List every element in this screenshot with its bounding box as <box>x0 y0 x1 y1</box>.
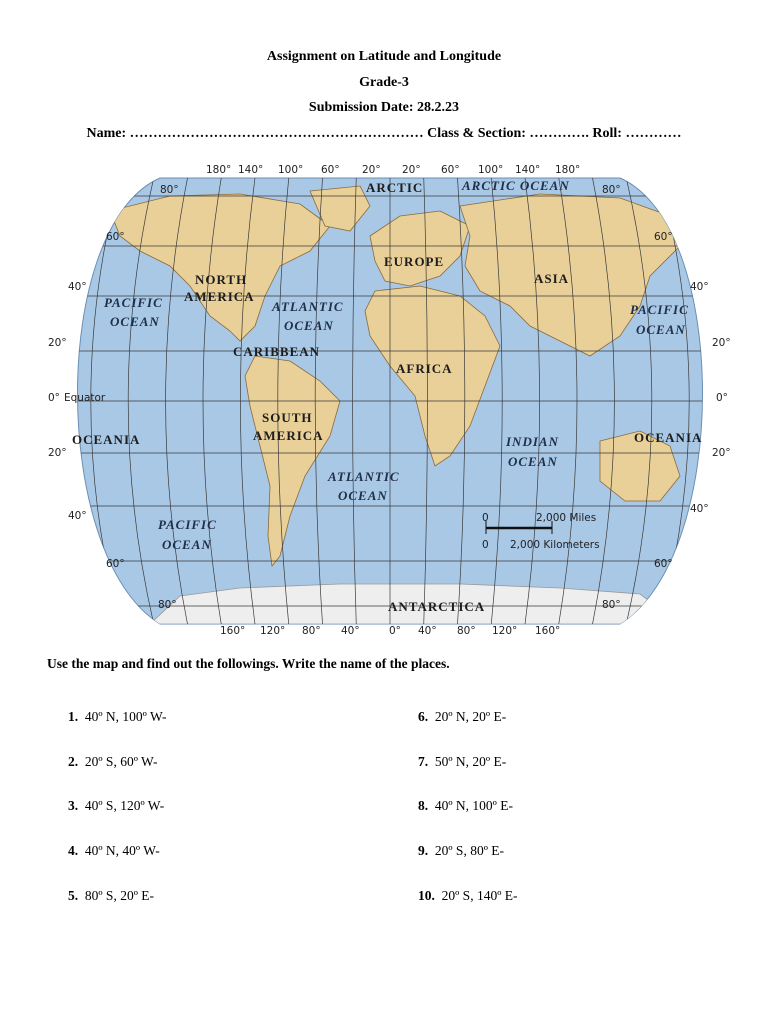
bottomTicks-label: 80° <box>302 625 321 637</box>
label-caribbean: CARIBBEAN <box>233 344 321 359</box>
question-2: 2. 20º S, 60º W- <box>68 754 158 769</box>
label-arctic: ARCTIC <box>366 180 424 195</box>
rightTicks-label: 60° <box>654 558 673 570</box>
question-9: 9. 20º S, 80º E- <box>418 843 504 858</box>
topTicks-label: 140° <box>515 164 541 176</box>
bottomTicks-label: 0° <box>389 625 401 637</box>
label-america-s: AMERICA <box>253 428 324 443</box>
question-8: 8. 40º N, 100º E- <box>418 798 513 813</box>
rightTicks-label: 60° <box>654 231 673 243</box>
rightTicks-label: 80° <box>602 184 621 196</box>
rightTicks-label: 40° <box>690 281 709 293</box>
scale-zero-miles: 0 <box>482 512 489 524</box>
equator-label: Equator <box>64 392 106 404</box>
bottomTicks-label: 120° <box>492 625 518 637</box>
label-indian: INDIAN <box>506 434 559 449</box>
rightTicks-label: 0° <box>716 392 728 404</box>
label-atlantic-n-ocean: OCEAN <box>284 318 334 333</box>
grade-label: Grade-3 <box>359 75 409 90</box>
left-tick-label: 20° <box>48 447 67 459</box>
left-tick-label: 60° <box>106 231 125 243</box>
topTicks-label: 20° <box>362 164 381 176</box>
instructions: Use the map and find out the followings. Write the name of the places. <box>47 656 450 671</box>
left-tick-label: 40° <box>68 281 87 293</box>
question-5: 5. 80º S, 20º E- <box>68 888 154 903</box>
rightTicks-label: 40° <box>690 503 709 515</box>
question-1: 1. 40º N, 100º W- <box>68 709 167 724</box>
label-europe: EUROPE <box>384 254 445 269</box>
topTicks-label: 60° <box>321 164 340 176</box>
bottomTicks-label: 40° <box>418 625 437 637</box>
left-tick-label: 20° <box>48 337 67 349</box>
topTicks-label: 100° <box>478 164 504 176</box>
label-oceania-left: OCEANIA <box>72 432 141 447</box>
label-south: SOUTH <box>262 410 313 425</box>
label-arctic-ocean: ARCTIC OCEAN <box>462 178 570 193</box>
question-6: 6. 20º N, 20º E- <box>418 709 507 724</box>
label-oceania-right: OCEANIA <box>634 430 703 445</box>
label-america-n: AMERICA <box>184 289 255 304</box>
left-tick-label: 60° <box>106 558 125 570</box>
label-atlantic-s-ocean: OCEAN <box>338 488 388 503</box>
label-pacific-ne: PACIFIC <box>630 302 689 317</box>
label-asia: ASIA <box>534 271 570 286</box>
rightTicks-label: 20° <box>712 337 731 349</box>
question-4: 4. 40º N, 40º W- <box>68 843 160 858</box>
name-class-roll-line: Name: ……………………………………………………… Class & Section: …………. Roll: ………… <box>86 126 682 141</box>
rightTicks-label: 20° <box>712 447 731 459</box>
equator-zero: 0° <box>48 392 60 404</box>
topTicks-label: 100° <box>278 164 304 176</box>
label-pacific-s-ocean: OCEAN <box>162 537 212 552</box>
bottomTicks-label: 160° <box>220 625 246 637</box>
label-indian-ocean: OCEAN <box>508 454 558 469</box>
label-atlantic-n: ATLANTIC <box>272 299 344 314</box>
label-north: NORTH <box>195 272 248 287</box>
topTicks-label: 60° <box>441 164 460 176</box>
label-atlantic-s: ATLANTIC <box>328 469 400 484</box>
topTicks-label: 20° <box>402 164 421 176</box>
scale-km: 2,000 Kilometers <box>510 539 600 551</box>
submission-date: Submission Date: 28.2.23 <box>308 100 460 115</box>
assignment-title: Assignment on Latitude and Longitude <box>266 49 502 64</box>
topTicks-label: 180° <box>206 164 232 176</box>
label-antarctica: ANTARCTICA <box>388 599 486 614</box>
scale-miles: 2,000 Miles <box>536 512 597 524</box>
bottomTicks-label: 160° <box>535 625 561 637</box>
label-pacific-nw: PACIFIC <box>104 295 163 310</box>
question-3: 3. 40º S, 120º W- <box>68 798 165 813</box>
label-pacific-ne-ocean: OCEAN <box>636 322 686 337</box>
label-pacific-nw-ocean: OCEAN <box>110 314 160 329</box>
label-africa: AFRICA <box>396 361 453 376</box>
left-tick-label: 80° <box>158 599 177 611</box>
question-10: 10. 20º S, 140º E- <box>418 888 518 903</box>
world-map <box>40 156 740 646</box>
left-tick-label: 80° <box>160 184 179 196</box>
rightTicks-label: 80° <box>602 599 621 611</box>
scale-zero-km: 0 <box>482 539 489 551</box>
label-pacific-s: PACIFIC <box>158 517 217 532</box>
topTicks-label: 180° <box>555 164 581 176</box>
question-7: 7. 50º N, 20º E- <box>418 754 507 769</box>
bottomTicks-label: 40° <box>341 625 360 637</box>
left-tick-label: 40° <box>68 510 87 522</box>
topTicks-label: 140° <box>238 164 264 176</box>
bottomTicks-label: 120° <box>260 625 286 637</box>
bottomTicks-label: 80° <box>457 625 476 637</box>
